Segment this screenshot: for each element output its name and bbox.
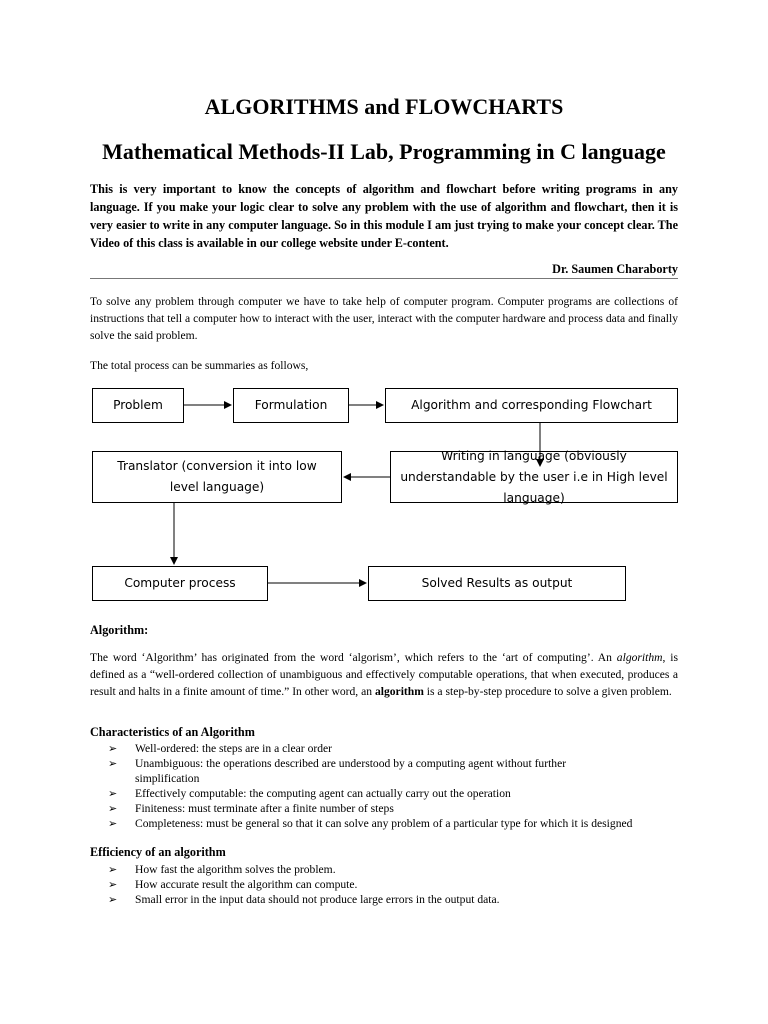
list-item-text: Finiteness: must terminate after a finite number of steps [135, 802, 394, 815]
algorithm-text-1: The word ‘Algorithm’ has originated from the word ‘algorism’, which refers to the ‘art of computing’. An [90, 651, 617, 664]
list-item-text: Well-ordered: the steps are in a clear order [135, 742, 333, 755]
paragraph-computer-programs: To solve any problem through computer we have to take help of computer program. Computer programs are collections of instructions that tell a computer how to interact with the user, interact with the computer hardware and process data and finally solve the said problem. [90, 295, 678, 342]
paragraph-total-process: The total process can be summaries as follows, [90, 359, 309, 372]
bullet-arrow-icon: ➢ [108, 742, 118, 755]
divider-line [90, 278, 678, 279]
algorithm-definition [90, 649, 678, 700]
flow-box-problem [92, 388, 184, 423]
document-title: ALGORITHMS and FLOWCHARTS [204, 94, 564, 119]
list-item-text: Unambiguous: the operations described are understood by a computing agent without further simplification [135, 757, 567, 785]
list-item-text: How fast the algorithm solves the problem. [135, 863, 336, 876]
bullet-arrow-icon: ➢ [108, 863, 118, 876]
efficiency-list [108, 862, 688, 907]
algorithm-text-3: is a step-by-step procedure to solve a given problem. [423, 685, 672, 698]
list-item [108, 786, 688, 801]
flow-box-computer-process [92, 566, 268, 601]
flow-box-writing [390, 448, 678, 505]
algorithm-text-2: , is defined as a “well-ordered collection of unambiguous and effectively computable operations, that when executed, produces a result and halts in a finite amount of time.” In other word, an [90, 651, 679, 698]
list-item [108, 862, 688, 877]
bullet-arrow-icon: ➢ [108, 878, 118, 891]
author-name: Dr. Saumen Charaborty [552, 262, 678, 276]
list-item [108, 892, 688, 907]
bullet-arrow-icon: ➢ [108, 802, 118, 815]
intro-paragraph: This is very important to know the concepts of algorithm and flowchart before writing programs in any language. If you make your logic clear to solve any problem with the use of algorithm and flowchart, then it is very easier to write in any computer language. So in this module I am just trying to make your concept clear. The Video of this class is available in our college website under E-content. [90, 182, 678, 250]
flow-box-writing-label: Writing in language (obviously understandable by the user i.e in High level language) [400, 448, 668, 505]
efficiency-heading: Efficiency of an algorithm [90, 845, 226, 859]
document-subtitle: Mathematical Methods-II Lab, Programming in C language [102, 139, 666, 164]
bullet-arrow-icon: ➢ [108, 893, 118, 906]
list-item-text: Completeness: must be general so that it can solve any problem of a particular type for which it is designed [135, 817, 633, 830]
flow-box-algorithm-label: Algorithm and corresponding Flowchart [411, 398, 652, 412]
bullet-arrow-icon: ➢ [108, 817, 118, 830]
bullet-arrow-icon: ➢ [108, 787, 118, 800]
list-item [108, 756, 575, 786]
characteristics-list [108, 741, 688, 831]
flow-box-translator-label: Translator (conversion it into low level language) [117, 459, 317, 494]
list-item [108, 816, 688, 831]
flow-box-formulation [233, 388, 349, 423]
algorithm-heading: Algorithm: [90, 623, 149, 637]
flow-box-solved-results-label: Solved Results as output [421, 576, 573, 590]
list-item-text: Effectively computable: the computing agent can actually carry out the operation [135, 787, 511, 800]
characteristics-heading: Characteristics of an Algorithm [90, 725, 255, 739]
bullet-arrow-icon: ➢ [108, 757, 118, 770]
flow-box-formulation-label: Formulation [254, 398, 328, 412]
flow-box-problem-label: Problem [113, 398, 163, 412]
list-item [108, 801, 688, 816]
list-item-text: How accurate result the algorithm can compute. [135, 878, 358, 891]
algorithm-term-italic: algorithm [616, 651, 663, 664]
algorithm-term-bold: algorithm [374, 685, 424, 698]
flow-box-algorithm [385, 388, 678, 423]
list-item [108, 877, 688, 892]
list-item-text: Small error in the input data should not produce large errors in the output data. [135, 893, 500, 906]
flow-box-solved-results [368, 566, 626, 601]
flow-box-translator [92, 451, 342, 503]
list-item [108, 741, 688, 756]
flow-box-computer-process-label: Computer process [124, 576, 236, 590]
